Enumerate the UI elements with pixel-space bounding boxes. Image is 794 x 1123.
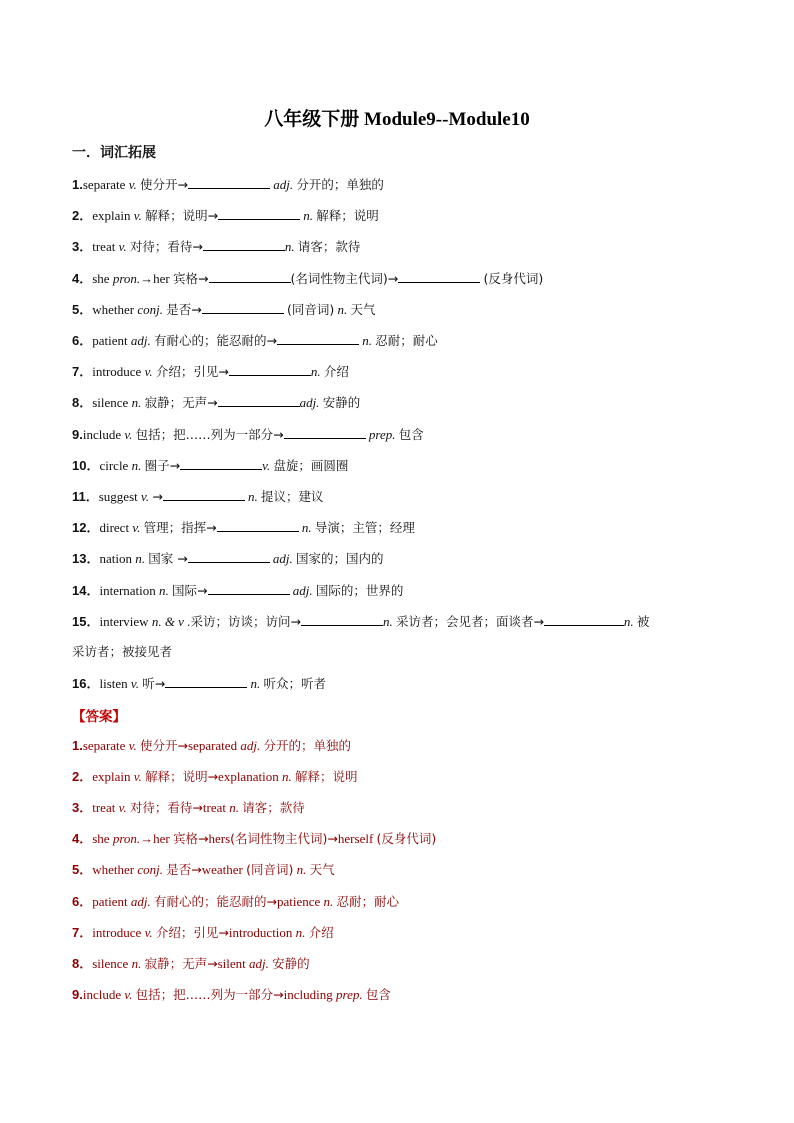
answer-blank[interactable] — [544, 612, 624, 626]
answer-blank[interactable] — [202, 300, 284, 314]
question-8: 8．silence n. 寂静；无声→ adj. 安静的 — [72, 395, 361, 410]
question-10: 10．circle n. 圈子→ v. 盘旋；画圆圈 — [72, 458, 349, 473]
question-7: 7．introduce v. 介绍；引见→ n. 介绍 — [72, 364, 349, 379]
question-15: 15．interview n. & v .采访；访谈；访问→ n. 采访者；会见者；面谈者→ n. 被 — [72, 614, 650, 629]
answer-3: 3．treat v. 对待；看待→treat n. 请客；款待 — [72, 800, 305, 815]
answer-blank[interactable] — [229, 362, 311, 376]
answer-5: 5．whether conj. 是否→weather (同音词) n. 天气 — [72, 862, 335, 877]
question-13: 13．nation n. 国家 → adj. 国家的；国内的 — [72, 551, 384, 566]
answer-blank[interactable] — [218, 206, 300, 220]
answer-1: 1.separate v. 使分开→separated adj. 分开的；单独的 — [72, 738, 351, 753]
question-2: 2．explain v. 解释；说明→ n. 解释；说明 — [72, 208, 379, 223]
answer-blank[interactable] — [218, 393, 300, 407]
question-12: 12．direct v. 管理；指挥→ n. 导演；主管；经理 — [72, 520, 415, 535]
answer-blank[interactable] — [165, 674, 247, 688]
answer-9: 9.include v. 包括；把……列为一部分→including prep. 包含 — [72, 987, 391, 1002]
question-11: 11．suggest v. → n. 提议；建议 — [72, 489, 324, 504]
answer-heading: 【答案】 — [72, 709, 126, 725]
answer-blank[interactable] — [398, 269, 480, 283]
question-4: 4．she pron.→her 宾格→ (名词性物主代词)→ (反身代词) — [72, 271, 544, 286]
answer-blank[interactable] — [284, 425, 366, 439]
answer-2: 2．explain v. 解释；说明→explanation n. 解释；说明 — [72, 769, 358, 784]
question-15-continued: 采访者；被接见者 — [72, 644, 173, 659]
answer-blank[interactable] — [163, 487, 245, 501]
answer-blank[interactable] — [217, 518, 299, 532]
answer-blank[interactable] — [188, 549, 270, 563]
question-14: 14．internation n. 国际→ adj. 国际的；世界的 — [72, 583, 404, 598]
answer-8: 8．silence n. 寂静；无声→silent adj. 安静的 — [72, 956, 310, 971]
answer-blank[interactable] — [301, 612, 383, 626]
question-6: 6．patient adj. 有耐心的；能忍耐的→ n. 忍耐；耐心 — [72, 333, 438, 348]
answer-4: 4．she pron.→her 宾格→hers(名词性物主代词)→herself (反身代词) — [72, 831, 437, 846]
question-5: 5．whether conj. 是否→ (同音词) n. 天气 — [72, 302, 376, 317]
question-3: 3．treat v. 对待；看待→ n. 请客；款待 — [72, 239, 361, 254]
answer-blank[interactable] — [188, 175, 270, 189]
question-9: 9.include v. 包括；把……列为一部分→ prep. 包含 — [72, 427, 424, 442]
section-heading: 一．词汇拓展 — [72, 145, 156, 161]
answer-blank[interactable] — [208, 581, 290, 595]
answer-7: 7．introduce v. 介绍；引见→introduction n. 介绍 — [72, 925, 334, 940]
answer-blank[interactable] — [180, 456, 262, 470]
answer-blank[interactable] — [209, 269, 291, 283]
answer-blank[interactable] — [277, 331, 359, 345]
question-1: 1.separate v. 使分开→ adj. 分开的；单独的 — [72, 177, 384, 192]
page-title: 八年级下册 Module9--Module10 — [264, 109, 530, 130]
answer-blank[interactable] — [203, 237, 285, 251]
answer-6: 6．patient adj. 有耐心的；能忍耐的→patience n. 忍耐；耐心 — [72, 894, 400, 909]
question-16: 16．listen v. 听→ n. 听众；听者 — [72, 676, 326, 691]
